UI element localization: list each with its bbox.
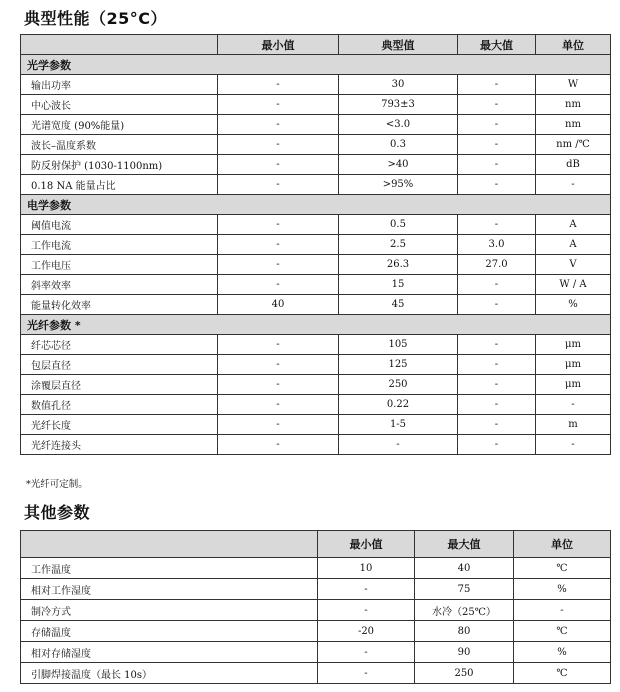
param-value: 793±3 bbox=[339, 95, 458, 115]
param-value: 40 bbox=[415, 558, 514, 579]
column-header bbox=[21, 531, 318, 558]
param-value: V bbox=[536, 255, 611, 275]
param-value: - bbox=[218, 275, 339, 295]
section-title: 光学参数 bbox=[21, 55, 611, 75]
table-row bbox=[21, 600, 611, 621]
param-value: - bbox=[218, 395, 339, 415]
param-value: - bbox=[458, 155, 536, 175]
param-value: - bbox=[458, 395, 536, 415]
param-value: 0.22 bbox=[339, 395, 458, 415]
param-value: - bbox=[458, 275, 536, 295]
param-name: 输出功率 bbox=[21, 75, 218, 95]
param-value: - bbox=[218, 215, 339, 235]
param-value: - bbox=[218, 235, 339, 255]
column-header bbox=[21, 35, 218, 55]
param-name: 光纤连接头 bbox=[21, 435, 218, 455]
param-name: 相对工作湿度 bbox=[21, 579, 318, 600]
param-value: - bbox=[318, 663, 415, 684]
table-row bbox=[21, 135, 611, 155]
table-row bbox=[21, 579, 611, 600]
param-value: ℃ bbox=[514, 558, 611, 579]
param-value: -20 bbox=[318, 621, 415, 642]
param-value: - bbox=[536, 175, 611, 195]
param-value: 10 bbox=[318, 558, 415, 579]
table-row bbox=[21, 275, 611, 295]
table-row bbox=[21, 75, 611, 95]
column-header: 单位 bbox=[514, 531, 611, 558]
param-value: - bbox=[458, 135, 536, 155]
param-name: 包层直径 bbox=[21, 355, 218, 375]
param-value: - bbox=[318, 600, 415, 621]
param-value: W / A bbox=[536, 275, 611, 295]
param-value: 0.3 bbox=[339, 135, 458, 155]
param-value: - bbox=[458, 175, 536, 195]
table-header-row bbox=[21, 531, 611, 558]
param-name: 能量转化效率 bbox=[21, 295, 218, 315]
param-name: 工作电流 bbox=[21, 235, 218, 255]
param-name: 斜率效率 bbox=[21, 275, 218, 295]
param-value: - bbox=[218, 375, 339, 395]
param-value: - bbox=[218, 175, 339, 195]
param-value: - bbox=[218, 135, 339, 155]
table-row bbox=[21, 642, 611, 663]
table-row bbox=[21, 95, 611, 115]
table-row bbox=[21, 335, 611, 355]
param-value: - bbox=[458, 415, 536, 435]
param-value: - bbox=[458, 335, 536, 355]
param-name: 纤芯芯径 bbox=[21, 335, 218, 355]
param-value: - bbox=[339, 435, 458, 455]
param-value: - bbox=[458, 75, 536, 95]
param-value: - bbox=[536, 435, 611, 455]
param-name: 波长–温度系数 bbox=[21, 135, 218, 155]
table-row bbox=[21, 235, 611, 255]
table-row bbox=[21, 215, 611, 235]
column-header: 最大值 bbox=[458, 35, 536, 55]
param-value: - bbox=[458, 215, 536, 235]
param-value: A bbox=[536, 235, 611, 255]
param-name: 光纤长度 bbox=[21, 415, 218, 435]
param-value: μm bbox=[536, 375, 611, 395]
param-value: nm /℃ bbox=[536, 135, 611, 155]
param-value: - bbox=[218, 115, 339, 135]
param-name: 制冷方式 bbox=[21, 600, 318, 621]
param-value: 90 bbox=[415, 642, 514, 663]
param-value: - bbox=[458, 435, 536, 455]
param-value: - bbox=[218, 435, 339, 455]
column-header: 最大值 bbox=[415, 531, 514, 558]
param-value: - bbox=[218, 155, 339, 175]
param-value: - bbox=[218, 355, 339, 375]
table-row bbox=[21, 155, 611, 175]
param-value: 3.0 bbox=[458, 235, 536, 255]
table-row bbox=[21, 115, 611, 135]
other-params-table bbox=[20, 530, 611, 684]
param-value: 1-5 bbox=[339, 415, 458, 435]
param-value: % bbox=[536, 295, 611, 315]
param-value: >95% bbox=[339, 175, 458, 195]
param-name: 数值孔径 bbox=[21, 395, 218, 415]
param-value: - bbox=[218, 75, 339, 95]
section-row bbox=[21, 195, 611, 215]
section-row bbox=[21, 55, 611, 75]
param-value: >40 bbox=[339, 155, 458, 175]
param-name: 阈值电流 bbox=[21, 215, 218, 235]
param-value: - bbox=[458, 375, 536, 395]
fiber-note: *光纤可定制。 bbox=[26, 479, 88, 490]
table-row bbox=[21, 395, 611, 415]
param-name: 存储温度 bbox=[21, 621, 318, 642]
table-row bbox=[21, 295, 611, 315]
other-params-title: 其他参数 bbox=[24, 503, 91, 522]
performance-title: 典型性能（25°C） bbox=[24, 9, 168, 28]
section-row bbox=[21, 315, 611, 335]
param-value: - bbox=[218, 255, 339, 275]
column-header: 最小值 bbox=[218, 35, 339, 55]
table-row bbox=[21, 435, 611, 455]
table-row bbox=[21, 255, 611, 275]
param-value: - bbox=[536, 395, 611, 415]
param-value: 80 bbox=[415, 621, 514, 642]
param-value: m bbox=[536, 415, 611, 435]
param-value: μm bbox=[536, 355, 611, 375]
param-name: 工作温度 bbox=[21, 558, 318, 579]
param-value: 15 bbox=[339, 275, 458, 295]
param-name: 光谱宽度 (90%能量) bbox=[21, 115, 218, 135]
param-value: - bbox=[218, 415, 339, 435]
param-value: 250 bbox=[339, 375, 458, 395]
param-value: 40 bbox=[218, 295, 339, 315]
param-value: A bbox=[536, 215, 611, 235]
param-value: 26.3 bbox=[339, 255, 458, 275]
param-value: 水冷（25℃） bbox=[415, 600, 514, 621]
table-row bbox=[21, 621, 611, 642]
param-value: <3.0 bbox=[339, 115, 458, 135]
column-header: 最小值 bbox=[318, 531, 415, 558]
column-header: 单位 bbox=[536, 35, 611, 55]
param-value: - bbox=[514, 600, 611, 621]
param-value: ℃ bbox=[514, 663, 611, 684]
param-value: % bbox=[514, 642, 611, 663]
param-value: 75 bbox=[415, 579, 514, 600]
param-value: 2.5 bbox=[339, 235, 458, 255]
param-name: 防反射保护 (1030-1100nm) bbox=[21, 155, 218, 175]
param-value: - bbox=[458, 295, 536, 315]
param-value: nm bbox=[536, 95, 611, 115]
column-header: 典型值 bbox=[339, 35, 458, 55]
param-value: - bbox=[218, 335, 339, 355]
param-value: ℃ bbox=[514, 621, 611, 642]
param-value: - bbox=[218, 95, 339, 115]
param-value: - bbox=[318, 642, 415, 663]
param-value: W bbox=[536, 75, 611, 95]
table-row bbox=[21, 558, 611, 579]
param-value: 45 bbox=[339, 295, 458, 315]
param-name: 0.18 NA 能量占比 bbox=[21, 175, 218, 195]
param-value: 27.0 bbox=[458, 255, 536, 275]
param-name: 工作电压 bbox=[21, 255, 218, 275]
param-name: 涂覆层直径 bbox=[21, 375, 218, 395]
table-row bbox=[21, 663, 611, 684]
table-row bbox=[21, 415, 611, 435]
param-value: 250 bbox=[415, 663, 514, 684]
param-value: 125 bbox=[339, 355, 458, 375]
section-title: 光纤参数 * bbox=[21, 315, 611, 335]
param-value: - bbox=[318, 579, 415, 600]
section-title: 电学参数 bbox=[21, 195, 611, 215]
param-value: - bbox=[458, 95, 536, 115]
param-value: % bbox=[514, 579, 611, 600]
param-name: 引脚焊接温度（最长 10s） bbox=[21, 663, 318, 684]
param-name: 中心波长 bbox=[21, 95, 218, 115]
table-row bbox=[21, 175, 611, 195]
param-value: nm bbox=[536, 115, 611, 135]
param-value: 105 bbox=[339, 335, 458, 355]
table-row bbox=[21, 355, 611, 375]
param-value: - bbox=[458, 355, 536, 375]
performance-table bbox=[20, 34, 611, 455]
table-header-row bbox=[21, 35, 611, 55]
param-value: dB bbox=[536, 155, 611, 175]
table-row bbox=[21, 375, 611, 395]
param-value: 0.5 bbox=[339, 215, 458, 235]
param-name: 相对存储湿度 bbox=[21, 642, 318, 663]
param-value: - bbox=[458, 115, 536, 135]
param-value: μm bbox=[536, 335, 611, 355]
param-value: 30 bbox=[339, 75, 458, 95]
